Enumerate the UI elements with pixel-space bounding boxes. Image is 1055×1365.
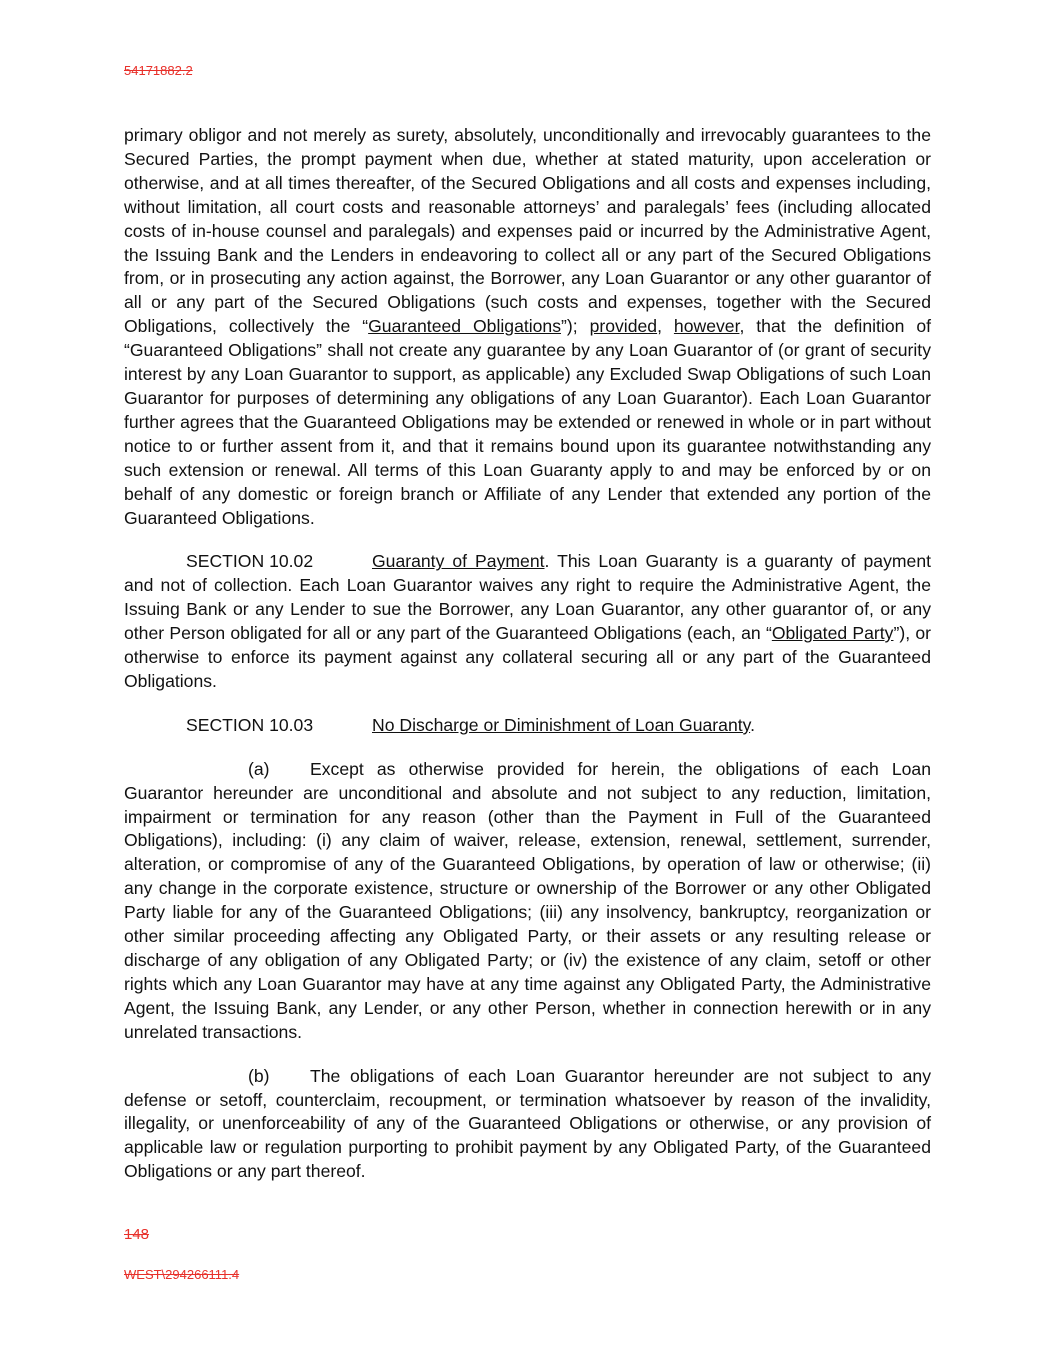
- section-10-03-number: SECTION 10.03: [186, 714, 314, 735]
- section-10-02-text-b: ”), or otherwise to enforce its payment against any collateral securing all or any part of the Guaranteed Obligations.: [124, 623, 931, 691]
- clause-b: [124, 1065, 931, 1185]
- clause-b-text: The obligations of each Loan Guarantor hereunder are not subject to any defense or setoff, counterclaim, recoupment, or termination whatsoever by reason of the invalidity, illegality, or unenforceability of any of the Guaranteed Obligations or otherwise, or any provision of applicable law or regulation purporting to prohibit payment by any Obligated Party, of the Guaranteed Obligations or any part thereof.: [124, 1065, 931, 1182]
- clause-a: [124, 758, 931, 1045]
- section-10-03-period: .: [750, 714, 756, 735]
- paragraph-guaranty-continued: [124, 124, 931, 530]
- defined-term-guaranteed-obligations: Guaranteed Obligations: [368, 316, 562, 337]
- section-10-02-number: SECTION 10.02: [186, 551, 314, 572]
- section-10-02: [124, 550, 931, 693]
- footer-page-number: 148: [124, 1226, 150, 1243]
- section-10-02-text-a: . This Loan Guaranty is a guaranty of payment and not of collection. Each Loan Guarantor waives any right to require the Administrative Agent, the Issuing Bank or any Lender to sue the Borrower, any Loan Guarantor, any other guarantor of, or any other Person obligated for all or any part of the Guaranteed Obligations (each, an “: [124, 551, 932, 644]
- para1-text-c: , that the definition of “Guaranteed Obligations” shall not create any guarantee by any Loan Guarantor of (or grant of security interest by any Loan Guarantor to support, as applicable) any Excluded Swap Obligations of such Loan Guarantor for purposes of determining any obligations of any Loan Guarantor). Each Loan Guarantor further agrees that the Guaranteed Obligations may be extended or renewed in whole or in part without notice to or further assent from it, and that it remains bound upon its guarantee notwithstanding any such extension or renewal. All terms of this Loan Guaranty apply to and may be enforced by or on behalf of any domestic or foreign branch or Affiliate of any Lender that extended any portion of the Guaranteed Obligations.: [124, 316, 932, 528]
- section-10-03-heading: No Discharge or Diminishment of Loan Guaranty: [372, 714, 751, 735]
- defined-term-obligated-party: Obligated Party: [771, 623, 894, 644]
- however-term: however: [673, 316, 740, 337]
- clause-a-text: Except as otherwise provided for herein, the obligations of each Loan Guarantor hereunder are unconditional and absolute and not subject to any reduction, limitation, impairment or termination for any reason (other than the Payment in Full of the Guaranteed Obligations), including: (i) any claim of waiver, release, extension, renewal, settlement, surrender, alteration, or compromise of any of the Guaranteed Obligations, by operation of law or otherwise; (ii) any change in the corporate existence, structure or ownership of the Borrower or any other Obligated Party liable for any of the Guaranteed Obligations; (iii) any insolvency, bankruptcy, reorganization or other similar proceeding affecting any Obligated Party, or their assets or any resulting release or discharge of any obligation of any Obligated Party; or (iv) the existence of any claim, setoff or other rights which any Loan Guarantor may have at any time against any Obligated Party, the Administrative Agent, the Issuing Bank, any Lender, or any other Person, whether in connection herewith or in any unrelated transactions.: [124, 758, 931, 1042]
- section-10-02-heading: Guaranty of Payment: [372, 551, 545, 572]
- section-10-03: [124, 714, 931, 738]
- para1-text-b: ”);: [561, 316, 590, 337]
- footer-doc-ref: WEST\294266111.4: [124, 1267, 240, 1282]
- provided-term: provided: [589, 316, 658, 337]
- document-body: [124, 124, 931, 1204]
- para1-comma: ,: [657, 316, 674, 337]
- clause-b-label: (b): [248, 1065, 270, 1086]
- header-doc-ref: 54171882.2: [124, 63, 193, 78]
- para1-text-a: primary obligor and not merely as surety, absolutely, unconditionally and irrevocably guarantees to the Secured Parties, the prompt payment when due, whether at stated maturity, upon acceleration or otherwise, and at all times thereafter, of the Secured Obligations and all costs and expenses including, without limitation, all court costs and reasonable attorneys’ and paralegals’ fees (including allocated costs of in-house counsel and paralegals) and expenses paid or incurred by the Administrative Agent, the Issuing Bank and the Lenders in endeavoring to collect all or any part of the Secured Obligations from, or in prosecuting any action against, the Borrower, any Loan Guarantor or any other guarantor of all or any part of the Secured Obligations (such costs and expenses, together with the Secured Obligations, collectively the “: [124, 125, 931, 337]
- clause-a-label: (a): [248, 758, 270, 779]
